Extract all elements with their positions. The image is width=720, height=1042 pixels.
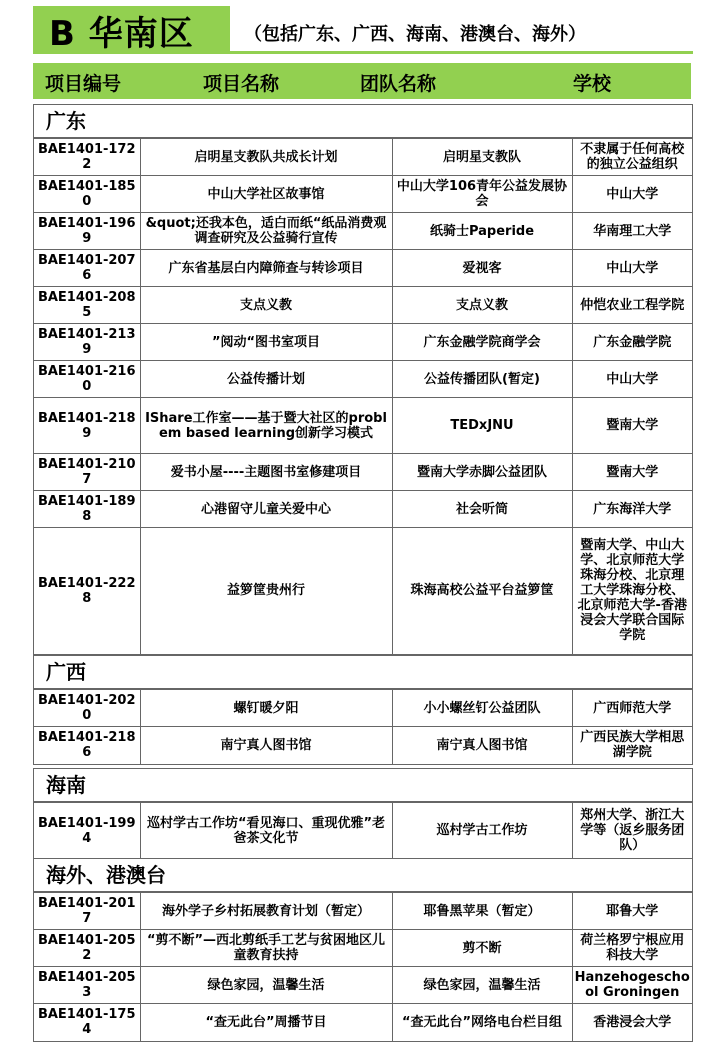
table-row xyxy=(34,176,692,213)
table-row xyxy=(34,1004,692,1041)
project-table xyxy=(34,892,692,1041)
table-row xyxy=(34,727,692,764)
page-header xyxy=(33,6,693,54)
project-code-cell: BAE1401-1969 xyxy=(34,213,140,250)
group-title: 广东 xyxy=(34,105,692,138)
group-title: 广西 xyxy=(34,656,692,689)
project-code-cell: BAE1401-2189 xyxy=(34,398,140,454)
team-name-cell: 启明星支教队 xyxy=(392,139,572,176)
table-row xyxy=(34,213,692,250)
school-cell: 华南理工大学 xyxy=(572,213,692,250)
project-code-cell: BAE1401-2017 xyxy=(34,893,140,930)
project-code-cell: BAE1401-1850 xyxy=(34,176,140,213)
team-name-cell: 支点义教 xyxy=(392,287,572,324)
project-name-cell: “查无此台”周播节目 xyxy=(140,1004,392,1041)
project-name-cell: 广东省基层白内障筛查与转诊项目 xyxy=(140,250,392,287)
region-group xyxy=(33,655,693,765)
header-project: 项目名称 xyxy=(203,73,280,95)
table-row xyxy=(34,528,692,654)
project-table xyxy=(34,138,692,654)
region-group xyxy=(33,858,693,1042)
project-code-cell: BAE1401-2228 xyxy=(34,528,140,654)
project-name-cell: 绿色家园，温馨生活 xyxy=(140,967,392,1004)
table-row xyxy=(34,361,692,398)
table-row xyxy=(34,139,692,176)
project-code-cell: BAE1401-1994 xyxy=(34,803,140,859)
table-row xyxy=(34,967,692,1004)
team-name-cell: 绿色家园，温馨生活 xyxy=(392,967,572,1004)
project-code-cell: BAE1401-1898 xyxy=(34,491,140,528)
group-title: 海南 xyxy=(34,769,692,802)
project-name-cell: 南宁真人图书馆 xyxy=(140,727,392,764)
region-group xyxy=(33,104,693,655)
school-cell: 不隶属于任何高校的独立公益组织 xyxy=(572,139,692,176)
project-name-cell: “剪不断”—西北剪纸手工艺与贫困地区儿童教育扶持 xyxy=(140,930,392,967)
table-header-bar xyxy=(33,63,691,99)
project-name-cell: 中山大学社区故事馆 xyxy=(140,176,392,213)
project-table xyxy=(34,802,692,859)
school-cell: 广东海洋大学 xyxy=(572,491,692,528)
project-code-cell: BAE1401-2160 xyxy=(34,361,140,398)
region-title: B 华南区 xyxy=(49,13,194,54)
team-name-cell: 中山大学106青年公益发展协会 xyxy=(392,176,572,213)
title-underline xyxy=(230,51,693,54)
header-code: 项目编号 xyxy=(45,73,122,95)
school-cell: 仲恺农业工程学院 xyxy=(572,287,692,324)
school-cell: 中山大学 xyxy=(572,176,692,213)
team-name-cell: 耶鲁黑苹果（暂定） xyxy=(392,893,572,930)
header-team: 团队名称 xyxy=(360,73,437,95)
project-code-cell: BAE1401-2186 xyxy=(34,727,140,764)
region-group xyxy=(33,768,693,860)
team-name-cell: 爱视客 xyxy=(392,250,572,287)
project-code-cell: BAE1401-1722 xyxy=(34,139,140,176)
team-name-cell: 巡村学古工作坊 xyxy=(392,803,572,859)
school-cell: 暨南大学、中山大学、北京师范大学珠海分校、北京理工大学珠海分校、北京师范大学-香港浸会大学联合国际学院 xyxy=(572,528,692,654)
school-cell: 荷兰格罗宁根应用科技大学 xyxy=(572,930,692,967)
school-cell: 香港浸会大学 xyxy=(572,1004,692,1041)
table-row xyxy=(34,324,692,361)
project-name-cell: 海外学子乡村拓展教育计划（暂定） xyxy=(140,893,392,930)
team-name-cell: “查无此台”网络电台栏目组 xyxy=(392,1004,572,1041)
project-name-cell: ”阅动“图书室项目 xyxy=(140,324,392,361)
team-name-cell: TEDxJNU xyxy=(392,398,572,454)
team-name-cell: 社会听筒 xyxy=(392,491,572,528)
project-name-cell: 益箩筐贵州行 xyxy=(140,528,392,654)
project-name-cell: 启明星支教队共成长计划 xyxy=(140,139,392,176)
project-code-cell: BAE1401-1754 xyxy=(34,1004,140,1041)
team-name-cell: 广东金融学院商学会 xyxy=(392,324,572,361)
school-cell: 广西民族大学相思湖学院 xyxy=(572,727,692,764)
school-cell: 耶鲁大学 xyxy=(572,893,692,930)
table-row xyxy=(34,491,692,528)
table-row xyxy=(34,250,692,287)
school-cell: Hanzehogeschool Groningen xyxy=(572,967,692,1004)
school-cell: 中山大学 xyxy=(572,361,692,398)
project-name-cell: IShare工作室——基于暨大社区的problem based learning创新学习模式 xyxy=(140,398,392,454)
table-row xyxy=(34,930,692,967)
region-subtitle: （包括广东、广西、海南、港澳台、海外） xyxy=(244,24,586,45)
school-cell: 暨南大学 xyxy=(572,398,692,454)
team-name-cell: 公益传播团队(暂定) xyxy=(392,361,572,398)
team-name-cell: 小小螺丝钉公益团队 xyxy=(392,690,572,727)
group-title: 海外、港澳台 xyxy=(34,859,692,892)
project-name-cell: 爱书小屋----主题图书室修建项目 xyxy=(140,454,392,491)
project-name-cell: 支点义教 xyxy=(140,287,392,324)
region-title-box xyxy=(33,6,230,54)
table-row xyxy=(34,287,692,324)
table-row xyxy=(34,803,692,859)
school-cell: 郑州大学、浙江大学等（返乡服务团队） xyxy=(572,803,692,859)
team-name-cell: 南宁真人图书馆 xyxy=(392,727,572,764)
project-code-cell: BAE1401-2107 xyxy=(34,454,140,491)
team-name-cell: 暨南大学赤脚公益团队 xyxy=(392,454,572,491)
table-row xyxy=(34,454,692,491)
project-code-cell: BAE1401-2053 xyxy=(34,967,140,1004)
project-code-cell: BAE1401-2076 xyxy=(34,250,140,287)
school-cell: 广东金融学院 xyxy=(572,324,692,361)
team-name-cell: 剪不断 xyxy=(392,930,572,967)
team-name-cell: 纸骑士Paperide xyxy=(392,213,572,250)
project-code-cell: BAE1401-2085 xyxy=(34,287,140,324)
table-row xyxy=(34,690,692,727)
table-row xyxy=(34,893,692,930)
school-cell: 暨南大学 xyxy=(572,454,692,491)
project-name-cell: &quot;还我本色，适白而纸“纸品消费观调查研究及公益骑行宣传 xyxy=(140,213,392,250)
school-cell: 中山大学 xyxy=(572,250,692,287)
project-code-cell: BAE1401-2052 xyxy=(34,930,140,967)
project-name-cell: 巡村学古工作坊“看见海口、重现优雅”老爸茶文化节 xyxy=(140,803,392,859)
project-code-cell: BAE1401-2139 xyxy=(34,324,140,361)
project-name-cell: 公益传播计划 xyxy=(140,361,392,398)
project-table xyxy=(34,689,692,764)
header-school: 学校 xyxy=(573,73,612,95)
team-name-cell: 珠海高校公益平台益箩筐 xyxy=(392,528,572,654)
project-name-cell: 螺钉暖夕阳 xyxy=(140,690,392,727)
school-cell: 广西师范大学 xyxy=(572,690,692,727)
project-code-cell: BAE1401-2020 xyxy=(34,690,140,727)
table-row xyxy=(34,398,692,454)
project-name-cell: 心港留守儿童关爱中心 xyxy=(140,491,392,528)
